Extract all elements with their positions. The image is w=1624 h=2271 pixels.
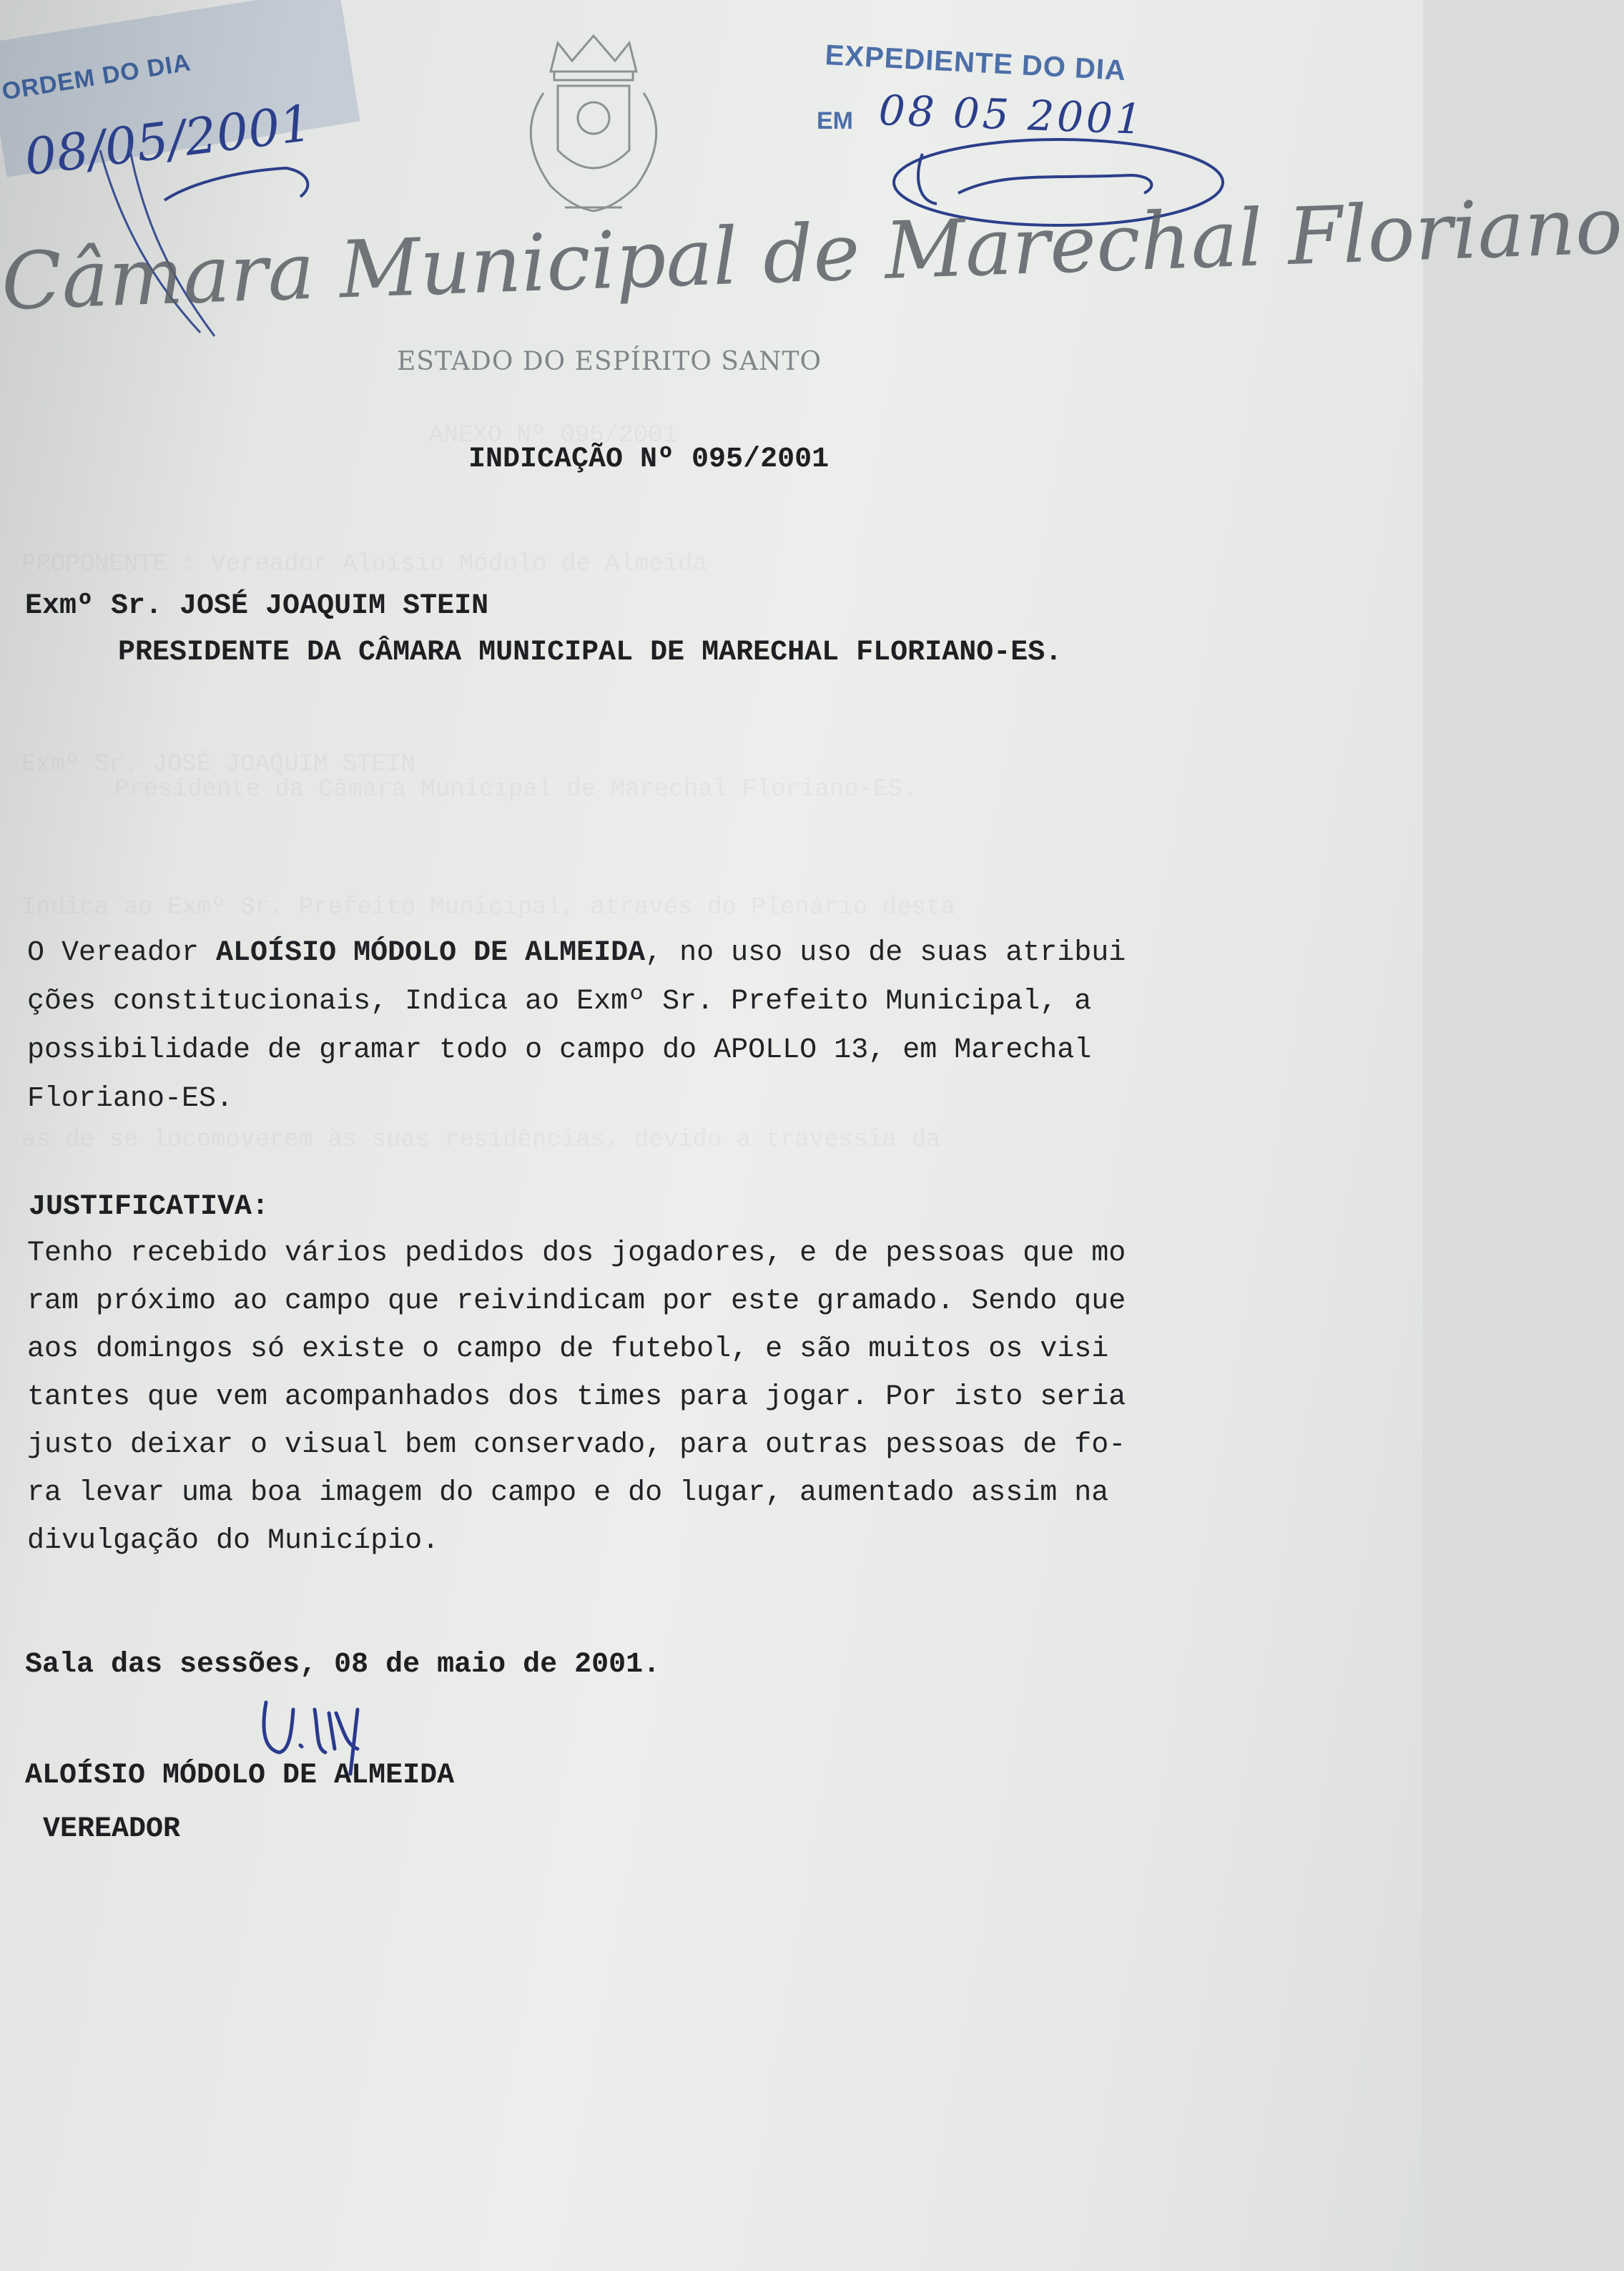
body-line: ções constitucionais, Indica ao Exmº Sr. Prefeito Municipal, a — [27, 986, 1092, 1018]
document-page: ANEXO Nº 095/2001 PROPONENTE : Vereador Aloísio Módolo de Almeida Exmº Sr. JOSÉ JOAQUIM STEIN Presidente da Câmara Municipal de Marechal Floriano-ES. Indica ao Exmº Sr. Prefeito Municipal, através do Plenário desta as de se locomoverem às suas residências, devido a travessia da ORDEM DO DIA 08/05/2001 EXPEDIENTE DO DIA EM 08 05 2001 Câmara Municipal de Marechal Floriano ESTADO DO ESPÍRITO SANTO INDICAÇÃO Nº 095/2001 Exmº Sr. JOSÉ JOAQUIM STEIN PRESIDENTE DA CÂMARA MUNICIPAL DE MARECHAL FLORIANO-ES. O Vereador ALOÍSIO MÓDOLO DE ALMEIDA, no uso uso de suas atribui ções constitucionais, Indica ao Exmº Sr. Prefeito Municipal, a possibilidade de gramar todo o campo do APOLLO 13, em Marechal Floriano-ES. JUSTIFICATIVA: Tenho recebido vários pedidos dos jogadores, e de pessoas que mo ram próximo ao campo que reivindicam por este gramado. Sendo que aos domingos só existe o campo de futebol, e são muitos os visi tantes que vem acompanhados dos times para jogar. Por isto seria justo deixar o visual bem conservado, para outras pessoas de fo- ra levar uma boa imagem do campo e do lugar, aumentado assim na divulgação do Município. Sala das sessões, 08 de maio de 2001. ALOÍSIO MÓDOLO DE ALMEIDA VEREADOR — [0, 0, 1423, 2271]
justification-line: aos domingos só existe o campo de futebol, e são muitos os visi — [27, 1333, 1109, 1365]
document-title: INDICAÇÃO Nº 095/2001 — [468, 443, 830, 476]
stamp-prefix: EM — [817, 107, 853, 134]
body-text: O Vereador — [27, 937, 217, 969]
stamp-date: 08 05 2001 — [877, 86, 1146, 144]
municipal-crest-icon — [501, 29, 686, 229]
addressee-line-1: Exmº Sr. JOSÉ JOAQUIM STEIN — [25, 590, 489, 622]
justification-line: divulgação do Município. — [27, 1525, 440, 1557]
justification-line: justo deixar o visual bem conservado, para outras pessoas de fo- — [27, 1429, 1126, 1461]
ordem-do-dia-stamp — [0, 43, 336, 222]
addressee-line-2: PRESIDENTE DA CÂMARA MUNICIPAL DE MARECHAL FLORIANO-ES. — [118, 637, 1063, 669]
signatory-name: ALOÍSIO MÓDOLO DE ALMEIDA — [25, 1760, 455, 1792]
justification-line: tantes que vem acompanhados dos times para jogar. Por isto seria — [27, 1381, 1126, 1413]
justification-line: ram próximo ao campo que reivindicam por este gramado. Sendo que — [27, 1285, 1126, 1318]
stamp-label: ORDEM DO DIA — [0, 49, 193, 106]
body-text: , no uso uso de suas atribui — [645, 937, 1126, 969]
body-line: Floriano-ES. — [27, 1083, 234, 1115]
justification-line: Tenho recebido vários pedidos dos jogadores, e de pessoas que mo — [27, 1237, 1126, 1270]
signatory-role: VEREADOR — [43, 1813, 181, 1845]
justification-line: ra levar uma boa imagem do campo e do lugar, aumentado assim na — [27, 1477, 1109, 1509]
stamp-date: 08/05/2001 — [21, 93, 315, 187]
body-line — [27, 937, 1126, 969]
stamp-label: EXPEDIENTE DO DIA — [824, 39, 1127, 87]
justification-heading: JUSTIFICATIVA: — [29, 1191, 270, 1223]
vereador-name: ALOÍSIO MÓDOLO DE ALMEIDA — [216, 937, 646, 969]
state-subheader: ESTADO DO ESPÍRITO SANTO — [397, 347, 822, 376]
institution-header: Câmara Municipal de Marechal Floriano — [0, 179, 1624, 328]
closing-line: Sala das sessões, 08 de maio de 2001. — [25, 1649, 661, 1681]
body-line: possibilidade de gramar todo o campo do APOLLO 13, em Marechal — [27, 1034, 1092, 1066]
